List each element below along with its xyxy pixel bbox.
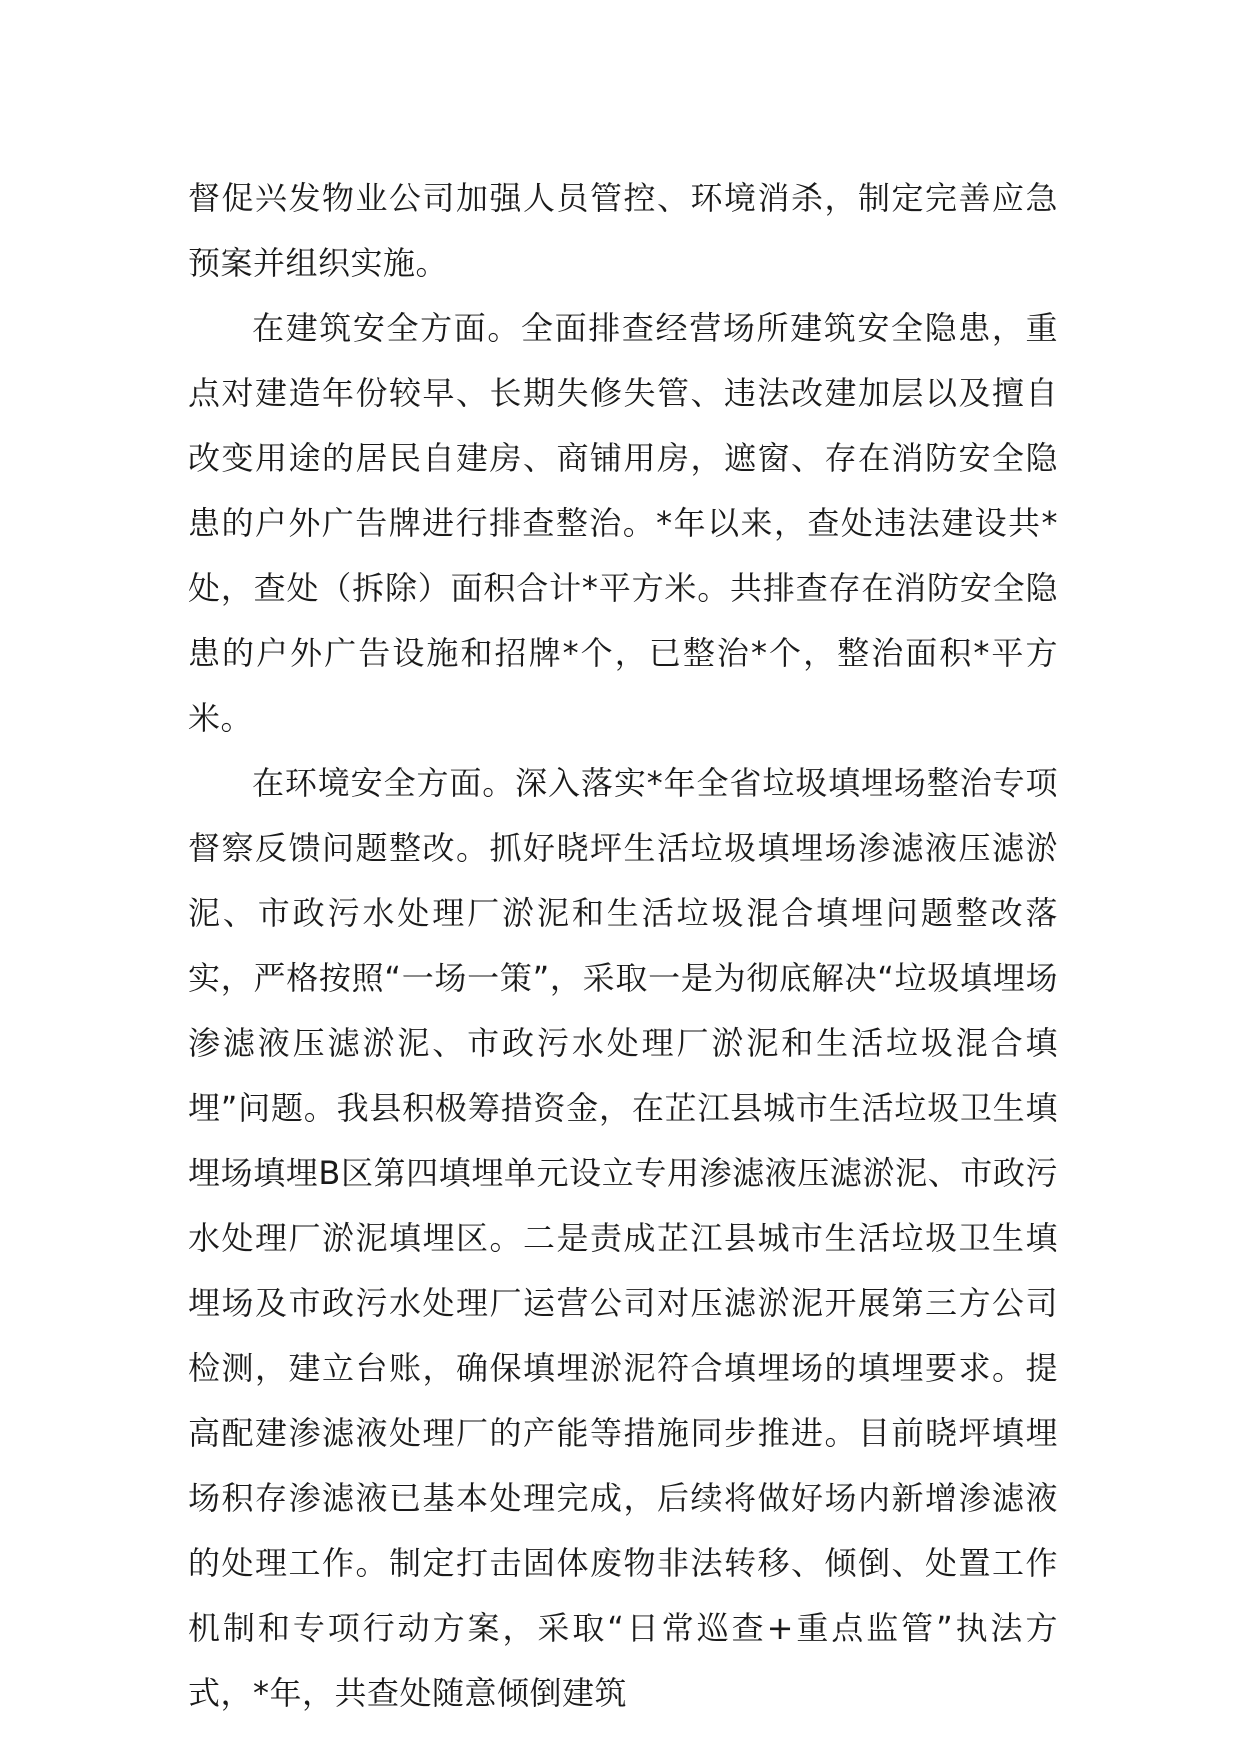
paragraph-environmental-safety: 在环境安全方面。深入落实*年全省垃圾填埋场整治专项督察反馈问题整改。抓好晓坪生活垃圾填埋场渗滤液压滤淤泥、市政污水处理厂淤泥和生活垃圾混合填埋问题整改落实，严格按照“一场一策”，采取一是为彻底解决“垃圾填埋场渗滤液压滤淤泥、市政污水处理厂淤泥和生活垃圾混合填埋”问题。我县积极筹措资金，在芷江县城市生活垃圾卫生填埋场填埋B区第四填埋单元设立专用渗滤液压滤淤泥、市政污水处理厂淤泥填埋区。二是责成芷江县城市生活垃圾卫生填埋场及市政污水处理厂运营公司对压滤淤泥开展第三方公司检测，建立台账，确保填埋淤泥符合填埋场的填埋要求。提高配建渗滤液处理厂的产能等措施同步推进。目前晓坪填埋场积存渗滤液已基本处理完成，后续将做好场内新增渗滤液的处理工作。制定打击固体废物非法转移、倾倒、处置工作机制和专项行动方案，采取“日常巡查+重点监管”执法方式，*年，共查处随意倾倒建筑 — [188, 764, 1058, 1712]
paragraph-property-management: 督促兴发物业公司加强人员管控、环境消杀，制定完善应急预案并组织实施。 — [188, 179, 1058, 282]
paragraph-building-safety: 在建筑安全方面。全面排查经营场所建筑安全隐患，重点对建造年份较早、长期失修失管、违法改建加层以及擅自改变用途的居民自建房、商铺用房，遮窗、存在消防安全隐患的户外广告牌进行排查整治。*年以来，查处违法建设共*处，查处（拆除）面积合计*平方米。共排查存在消防安全隐患的户外广告设施和招牌*个，已整治*个，整治面积*平方米。 — [188, 309, 1058, 737]
document-body — [188, 166, 1058, 1726]
